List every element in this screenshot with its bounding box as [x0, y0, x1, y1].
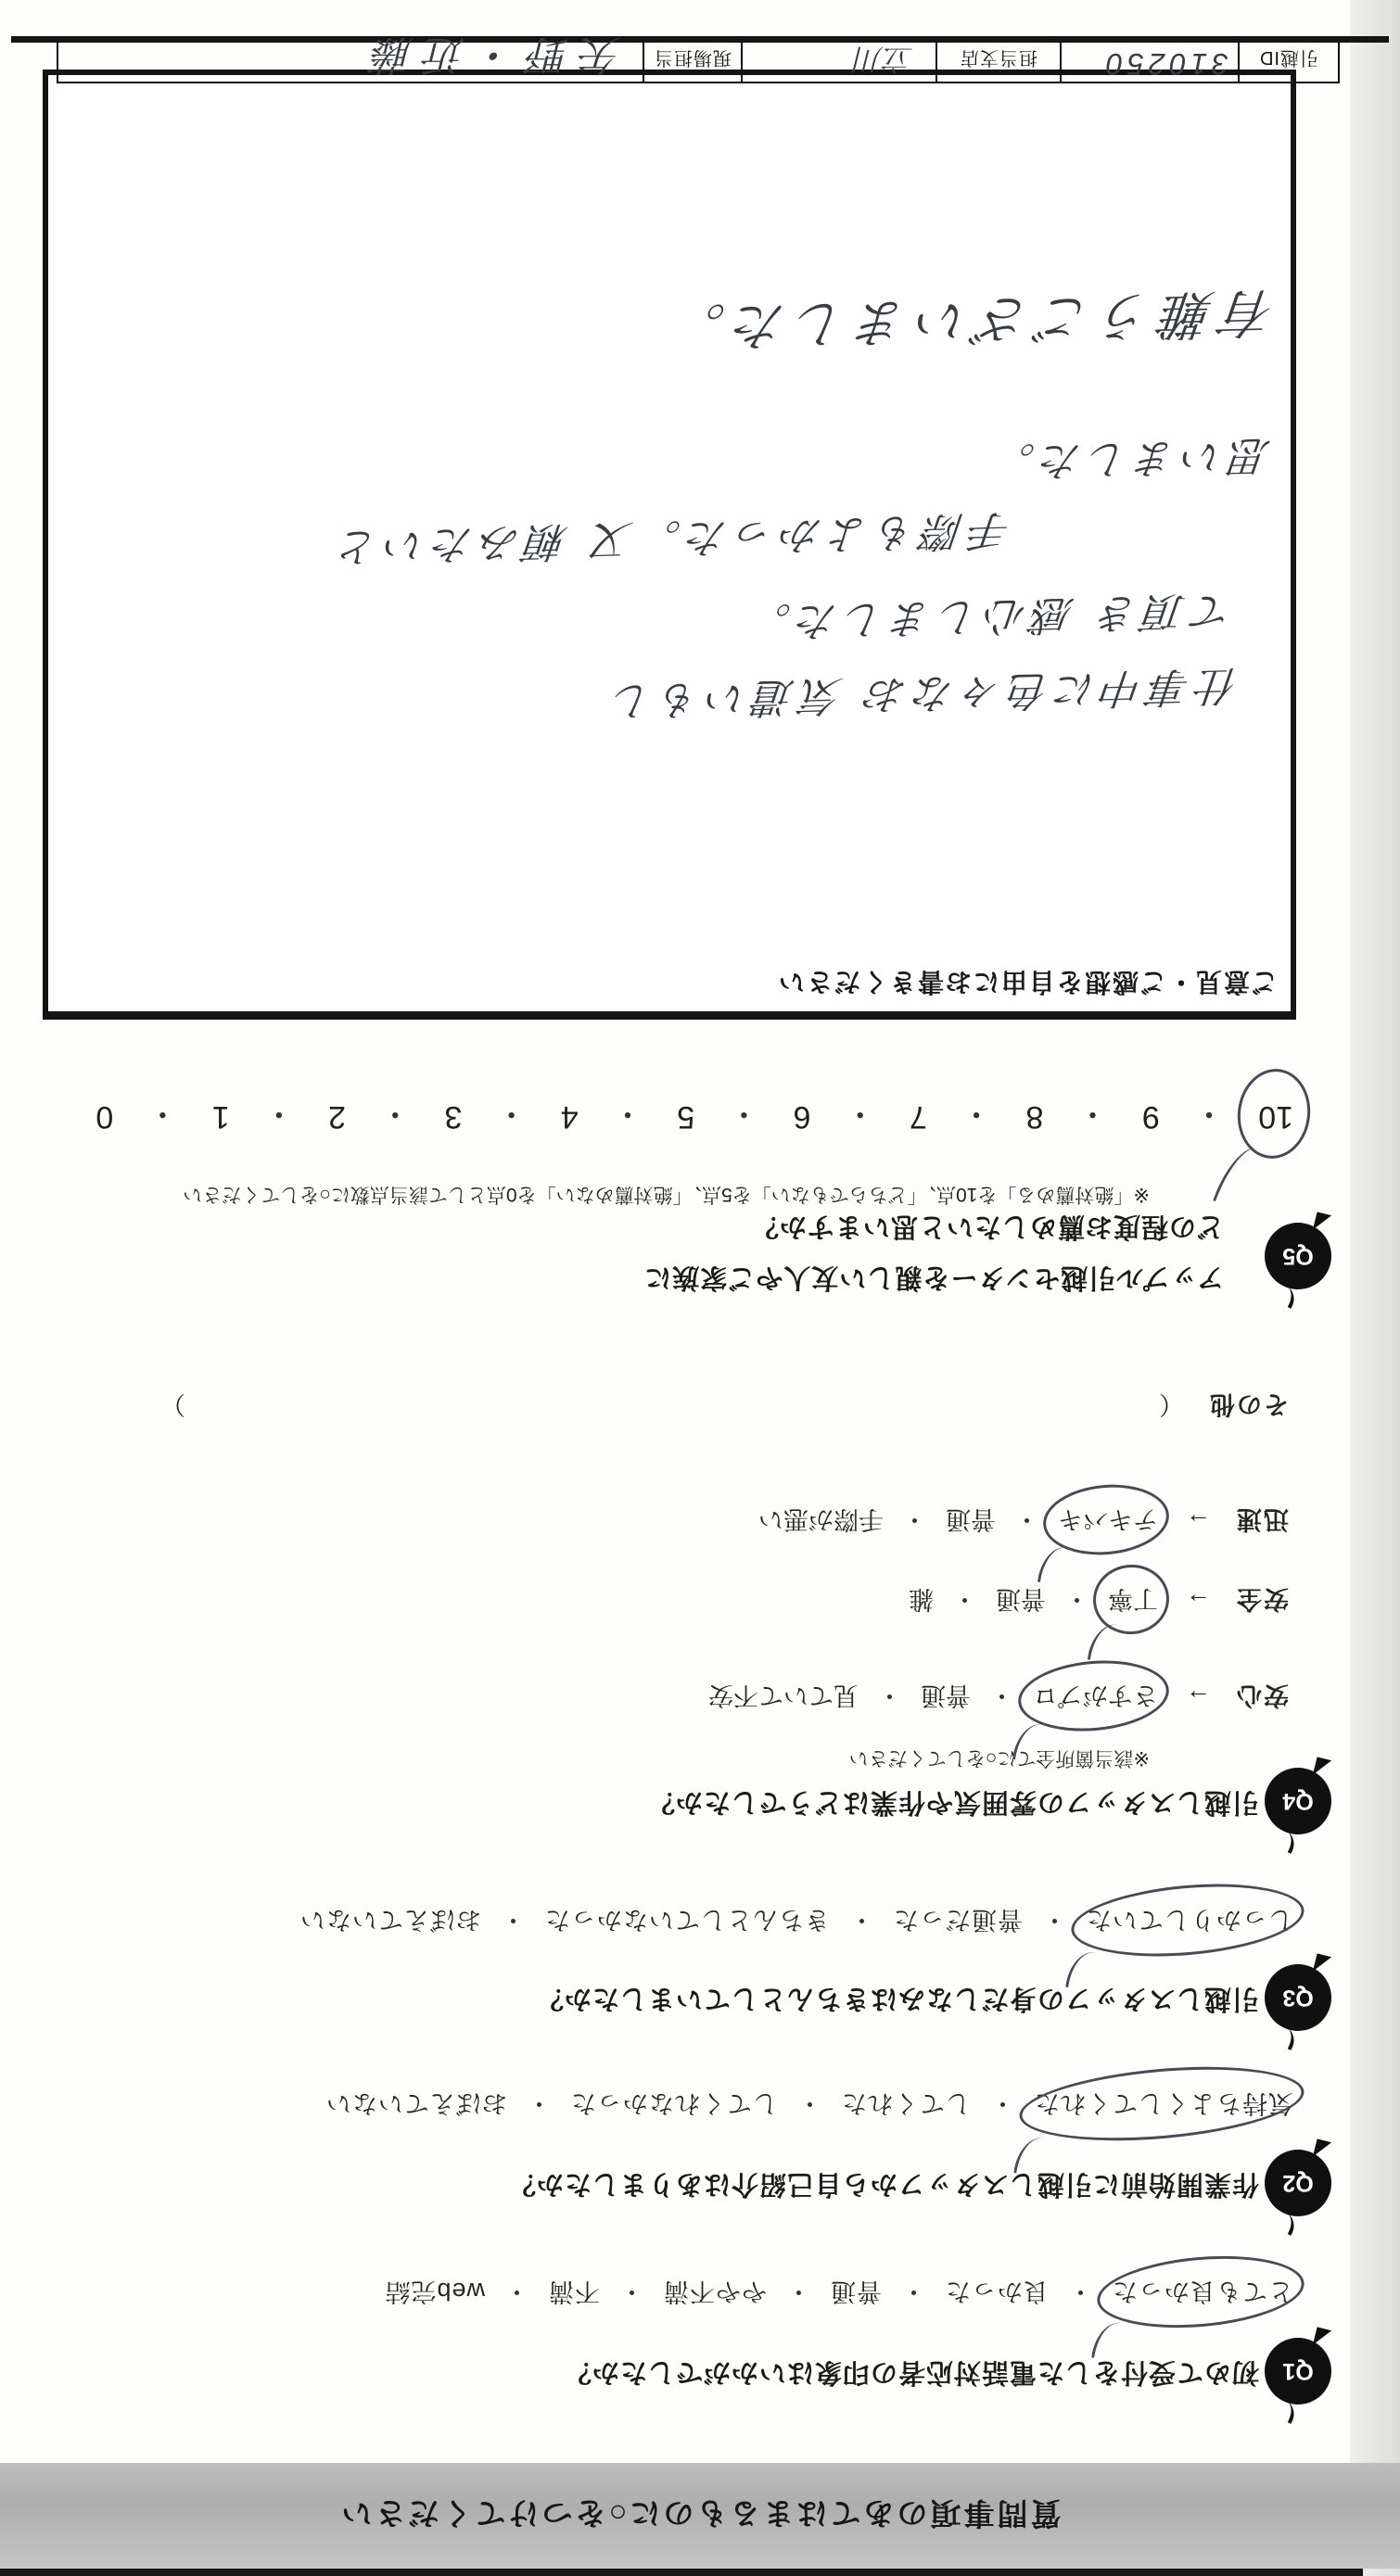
q4-row-jinsoku — [758, 1504, 1289, 1540]
q3-option-2: 普通だった — [893, 1906, 1023, 1934]
q1-options — [384, 2276, 1293, 2312]
score-9: 9 — [1141, 1099, 1160, 1135]
instructions-banner — [0, 2463, 1400, 2569]
arrow-icon: → — [1186, 1588, 1211, 1616]
instructions-text: 質問事項のあてはまるものに○をつけてください — [338, 2496, 1062, 2532]
score-separator: ・ — [146, 1096, 179, 1131]
q4-other-label: その他 — [1208, 1390, 1289, 1418]
q1-option-5: 不満 — [548, 2278, 600, 2305]
close-paren: ） — [160, 1390, 185, 1418]
q4-badge-label: Q4 — [1282, 1788, 1314, 1815]
handwritten-comment-line-2: て頂き 感心しました。 — [740, 586, 1236, 645]
option-separator: ・ — [1064, 1585, 1089, 1613]
option-separator: ・ — [989, 1681, 1014, 1709]
option-separator: ・ — [900, 2278, 926, 2305]
q4-row3-option-2: 普通 — [946, 1505, 996, 1533]
q4-badge — [1265, 1768, 1331, 1834]
q4-row3-selected — [1058, 1504, 1158, 1540]
score-separator: ・ — [844, 1096, 876, 1131]
handwritten-move-id: 310250 — [1101, 47, 1228, 81]
open-paren: （ — [1159, 1390, 1184, 1418]
q4-title: 引越しスタッフの雰囲気や作業はどうでしたか？ — [646, 1787, 1259, 1817]
q4-row2-option-2: 普通 — [996, 1585, 1046, 1613]
q1-badge — [1265, 2338, 1331, 2405]
q3-option-selected — [1086, 1904, 1293, 1940]
branch-label: 担当支店 — [935, 39, 1060, 82]
q5-badge — [1265, 1223, 1331, 1289]
q4-row3-label: 迅速 — [1235, 1505, 1289, 1533]
q4-row2-label: 安全 — [1235, 1585, 1289, 1613]
question-1 — [0, 2247, 1400, 2405]
q2-badge — [1265, 2150, 1331, 2216]
question-5 — [0, 1058, 1400, 1299]
q4-row1-option-2: 普通 — [921, 1681, 971, 1709]
score-3: 3 — [444, 1099, 463, 1135]
score-6: 6 — [793, 1099, 811, 1135]
question-2 — [0, 2063, 1400, 2216]
score-separator: ・ — [1076, 1096, 1109, 1131]
q1-option-selected — [1112, 2276, 1293, 2312]
option-separator: ・ — [526, 2089, 552, 2117]
q1-option-4: やや不満 — [663, 2278, 767, 2305]
q5-note: ※「絶対薦める」を10点、「どちらでもない」を5点、「絶対薦めない」を0点として該当点数に○をしてください — [183, 1184, 1150, 1205]
q2-option-3: してくれなかった — [570, 2089, 778, 2117]
score-separator: ・ — [728, 1096, 760, 1131]
option-separator: ・ — [952, 1585, 977, 1613]
q4-row1-option-1: さすがプロ — [1033, 1681, 1158, 1709]
q4-row2-option-3: 雑 — [909, 1585, 934, 1613]
q1-option-6: web完結 — [384, 2278, 485, 2305]
q4-row1-option-3: 見ていて不安 — [708, 1681, 859, 1709]
score-separator: ・ — [495, 1096, 528, 1131]
option-separator: ・ — [796, 2089, 822, 2117]
score-separator: ・ — [611, 1096, 643, 1131]
option-separator: ・ — [848, 1906, 874, 1934]
q5-title-line2: どの程度お薦めしたいと思いますか？ — [750, 1212, 1224, 1241]
option-separator: ・ — [1041, 1906, 1067, 1934]
score-8: 8 — [1025, 1099, 1044, 1135]
option-separator: ・ — [1014, 1505, 1039, 1533]
q3-badge — [1265, 1964, 1331, 2031]
handwritten-staff-names: 矢野・近藤 — [362, 32, 621, 77]
score-10: 10 — [1258, 1099, 1293, 1135]
q3-option-3: きちんとしていなかった — [544, 1906, 830, 1934]
option-separator: ・ — [902, 1505, 927, 1533]
q3-options — [299, 1904, 1293, 1940]
q4-row2-selected — [1108, 1583, 1158, 1619]
q3-option-4: おぼえていない — [299, 1906, 481, 1934]
q2-title: 作業開始前に引越しスタッフから自己紹介はありましたか？ — [507, 2169, 1259, 2199]
q4-row-anzen — [909, 1583, 1289, 1619]
q3-option-1: しっかりしていた — [1086, 1906, 1293, 1934]
option-separator: ・ — [503, 2278, 529, 2305]
score-2: 2 — [328, 1099, 346, 1135]
q5-badge-label: Q5 — [1282, 1243, 1314, 1270]
question-4 — [0, 1315, 1400, 1834]
q3-title: 引越しスタッフの身だしなみはきちんとしていましたか？ — [535, 1984, 1259, 2013]
score-4: 4 — [560, 1099, 579, 1135]
q2-option-selected — [1034, 2087, 1293, 2124]
q1-badge-label: Q1 — [1282, 2358, 1314, 2385]
q2-options — [325, 2087, 1293, 2124]
arrow-icon: → — [1186, 1684, 1211, 1712]
option-separator: ・ — [785, 2278, 811, 2305]
score-separator: ・ — [1192, 1096, 1225, 1131]
handwritten-branch: 立川 — [853, 43, 913, 76]
q4-row-other — [56, 1389, 1289, 1425]
score-separator: ・ — [961, 1096, 993, 1131]
score-1: 1 — [211, 1099, 230, 1135]
site-staff-label: 現場担当 — [643, 39, 741, 82]
q4-row3-option-1: テキパキ — [1058, 1505, 1158, 1533]
handwritten-comment-line-1: 仕事中に色々なお 気遣いもし — [603, 661, 1241, 724]
q4-row-anshin — [708, 1680, 1289, 1716]
q1-option-2: 良かった — [945, 2278, 1049, 2305]
comment-box-label: ご意見・ご感想を自由にお書きください — [776, 968, 1278, 996]
q4-note: ※該当箇所全てに○をしてください — [848, 1747, 1150, 1769]
q5-title-line1: アップル引越センターを親しい友人やご家族に — [643, 1263, 1224, 1292]
q1-option-3: 普通 — [830, 2278, 882, 2305]
score-0: 0 — [95, 1099, 114, 1135]
option-separator: ・ — [1067, 2278, 1093, 2305]
handwritten-comment-line-3: 手際もよかった。又 頼みたいと — [328, 506, 1013, 570]
handwritten-comment-line-4: 思いました。 — [985, 431, 1273, 486]
table-rule-line — [11, 36, 1389, 43]
arrow-icon: → — [1186, 1508, 1211, 1536]
q2-option-4: おぼえていない — [325, 2089, 507, 2117]
q1-title: 初めて受付をした電話対応者の印象はいかがでしたか？ — [563, 2357, 1259, 2387]
score-7: 7 — [910, 1099, 927, 1135]
move-id-label: 引越ID — [1238, 39, 1338, 82]
option-separator: ・ — [877, 1681, 902, 1709]
q5-score-selected — [1258, 1098, 1293, 1135]
q5-score-scale — [95, 1094, 1293, 1139]
q4-row1-selected — [1033, 1680, 1158, 1716]
q4-row3-option-3: 手際が悪い — [758, 1505, 884, 1533]
score-5: 5 — [677, 1099, 695, 1135]
score-separator: ・ — [262, 1096, 295, 1131]
handwritten-comment-line-5: 有難うございました。 — [660, 283, 1279, 358]
question-3 — [0, 1878, 1400, 2031]
option-separator: ・ — [989, 2089, 1015, 2117]
q2-badge-label: Q2 — [1282, 2170, 1314, 2197]
q1-option-1: とても良かった — [1112, 2278, 1293, 2305]
q5-title — [643, 1210, 1224, 1299]
q4-row1-label: 安心 — [1235, 1681, 1289, 1709]
option-separator: ・ — [618, 2278, 644, 2305]
scan-edge-line — [0, 2569, 1363, 2576]
option-separator: ・ — [500, 1906, 526, 1934]
q2-option-1: 気持ちよくしてくれた — [1034, 2089, 1293, 2117]
q2-option-2: してくれた — [841, 2089, 971, 2117]
q3-badge-label: Q3 — [1282, 1985, 1314, 2011]
q4-row2-option-1: 丁寧 — [1108, 1585, 1158, 1613]
score-separator: ・ — [379, 1096, 412, 1131]
